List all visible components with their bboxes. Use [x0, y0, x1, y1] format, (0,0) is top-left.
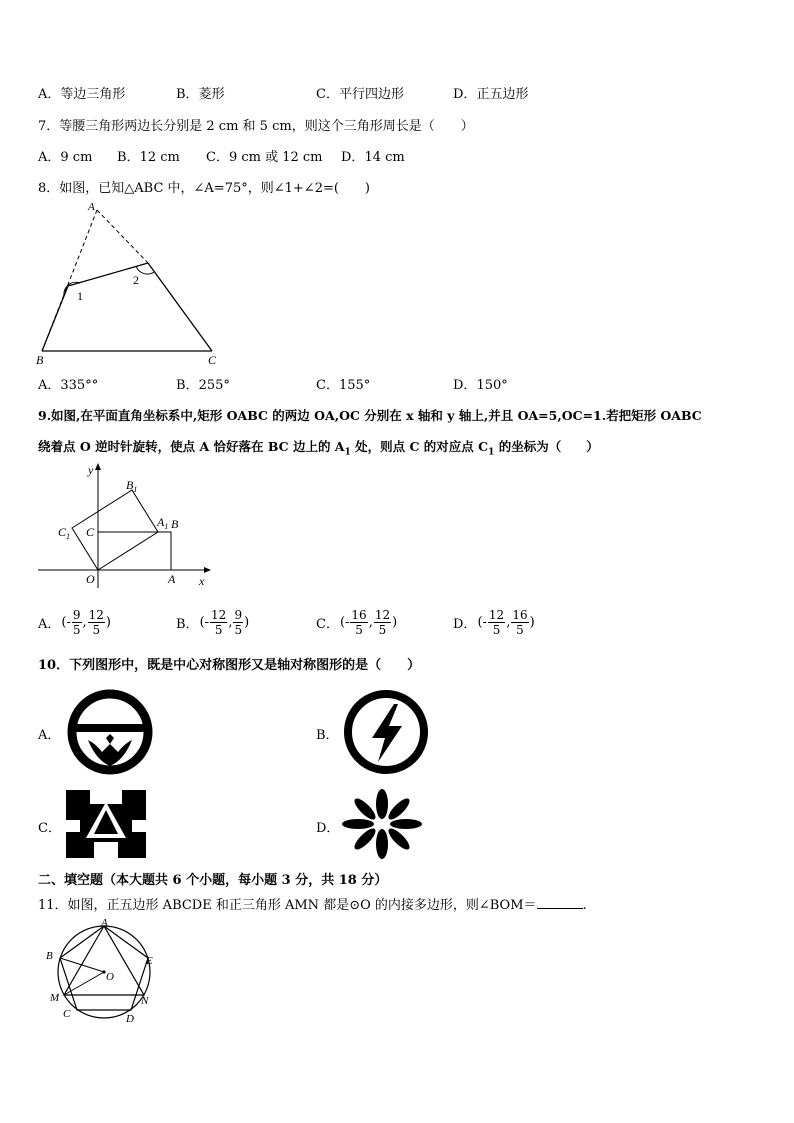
q9-option-d: D． (- $\frac{12}{5}$ , $\frac{16}{5}$ ) [453, 608, 535, 637]
q10-option-b-figure [340, 686, 434, 778]
label-a: A [88, 201, 95, 213]
q8-stem: 8．如图，已知△ABC 中，∠A=75°，则∠1+∠2=( ) [38, 181, 371, 196]
q10-option-a-figure [62, 686, 158, 778]
q11-stem: 11．如图，正五边形 ABCDE 和正三角形 AMN 都是⊙O 的内接多边形，则∠BOM＝ . [38, 898, 587, 913]
label-c1: $C_1$ [58, 525, 71, 541]
label-angle2: 2 [133, 273, 139, 287]
q9-stem-line2: 绕着点 O 逆时针旋转，使点 A 恰好落在 BC 边上的 $A_1$ 处，则点 C 的对应点 $C_1$ 的坐标为（ ） [38, 439, 599, 458]
q7-option-b: B．12 cm [117, 150, 180, 165]
label-o: O [86, 572, 95, 586]
q10-option-d-label: D． [316, 821, 340, 836]
q7-option-c: C．9 cm 或 12 cm [206, 150, 323, 165]
section-2-title: 二、填空题（本大题共 6 个小题，每小题 3 分，共 18 分） [38, 873, 388, 888]
q6-option-d: D．正五边形 [453, 87, 529, 102]
q8-option-b: B．255° [176, 378, 230, 393]
label-b: B [171, 517, 179, 531]
label-y: y [88, 463, 94, 477]
q8-option-c: C．155° [316, 378, 371, 393]
q10-option-a-label: A． [38, 728, 61, 743]
q11-circle-figure [42, 918, 166, 1026]
q10-option-b-label: B． [316, 728, 339, 743]
label-b: B [36, 353, 44, 367]
q9-option-a: A． (- $\frac{9}{5}$ , $\frac{12}{5}$ ) [38, 608, 111, 637]
label-d: D [126, 1013, 134, 1025]
label-o: O [106, 971, 114, 983]
q10-option-d-figure [340, 788, 424, 860]
label-c: C [86, 525, 95, 539]
label-a: A [168, 572, 176, 586]
label-b1: $B_1$ [126, 478, 138, 494]
label-a: A [101, 918, 108, 929]
q6-option-b: B．菱形 [176, 87, 225, 102]
q9-stem-line1: 9.如图,在平面直角坐标系中,矩形 OABC 的两边 OA,OC 分别在 x 轴和 y 轴上,并且 OA=5,OC=1.若把矩形 OABC [38, 408, 702, 423]
q10-option-c-figure [64, 788, 148, 860]
q6-option-a: A．等边三角形 [38, 87, 126, 102]
q8-option-d: D．150° [453, 378, 508, 393]
q9-option-c: C． (- $\frac{16}{5}$ , $\frac{12}{5}$ ) [316, 608, 398, 637]
q8-triangle-figure [30, 198, 230, 368]
answer-blank[interactable] [537, 896, 583, 909]
label-angle1: 1 [77, 289, 83, 303]
label-m: M [50, 992, 60, 1004]
label-a1: $A_1$ [157, 515, 169, 531]
q10-stem: 10．下列图形中，既是中心对称图形又是轴对称图形的是（ ） [38, 658, 421, 673]
label-x: x [199, 574, 205, 588]
q7-option-a: A．9 cm [38, 150, 93, 165]
q9-coordinate-figure [34, 460, 214, 592]
label-b: B [46, 950, 53, 962]
q10-option-c-label: C． [38, 821, 61, 836]
q9-option-b: B． (- $\frac{12}{5}$ , $\frac{9}{5}$ ) [176, 608, 250, 637]
label-c: C [208, 353, 217, 367]
q6-option-c: C．平行四边形 [316, 87, 404, 102]
q8-option-a: A．335°° [38, 378, 99, 393]
q7-stem: 7．等腰三角形两边长分别是 2 cm 和 5 cm，则这个三角形周长是（ ） [38, 119, 474, 134]
label-n: N [141, 995, 149, 1007]
label-e: E [146, 955, 153, 967]
label-c: C [63, 1008, 71, 1020]
q7-option-d: D．14 cm [341, 150, 405, 165]
